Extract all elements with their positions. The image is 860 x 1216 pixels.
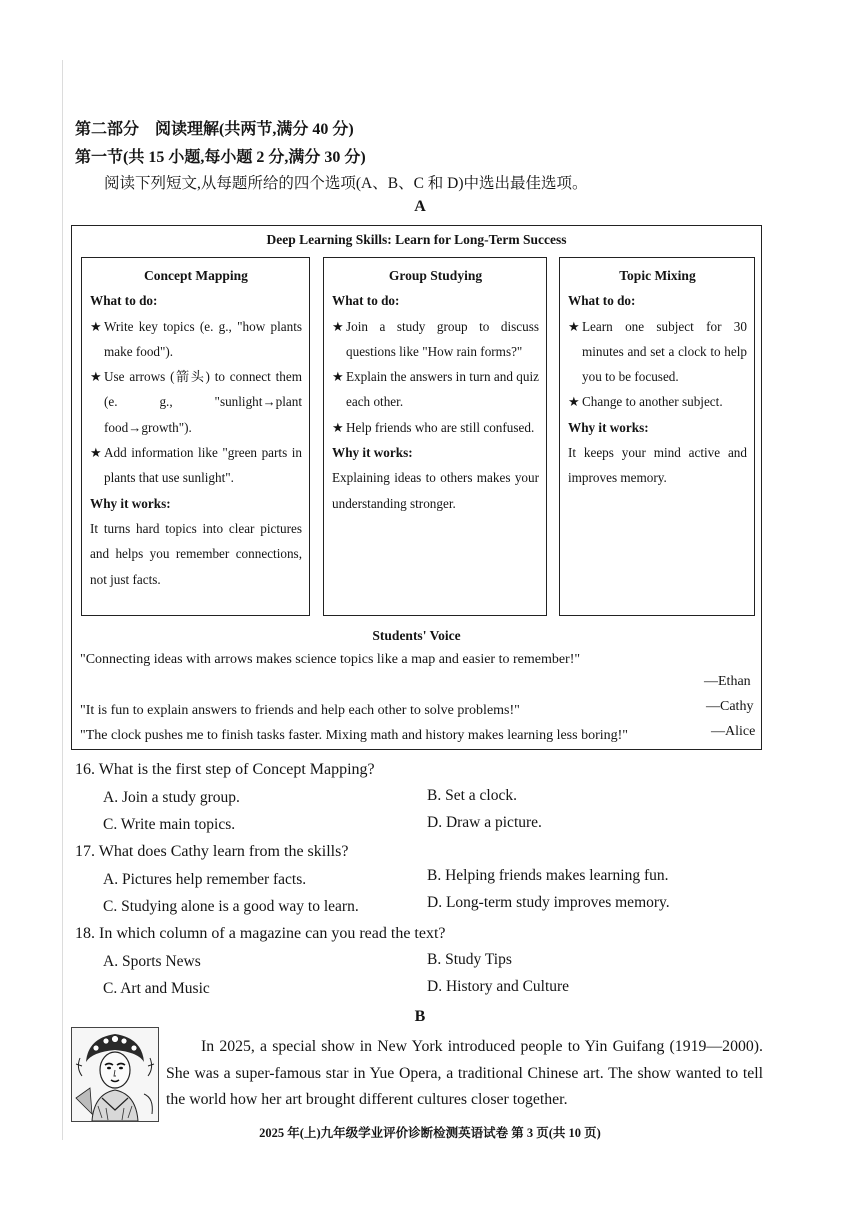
voice-quote: "The clock pushes me to finish tasks faster. Mixing math and history makes learning less boring!": [80, 728, 628, 743]
column-topic-mixing: [559, 257, 755, 616]
list-item: ★ Change to another subject.: [568, 389, 747, 414]
star-icon: ★: [332, 419, 344, 435]
option-b: B. Study Tips: [427, 951, 512, 968]
list-item: ★ Help friends who are still confused.: [332, 415, 539, 440]
list-item: ★ Use arrows (箭头) to connect them (e. g., "sunlight→plant food→growth").: [90, 364, 302, 440]
box-title: Deep Learning Skills: Learn for Long-Term Success: [266, 232, 567, 247]
why-it-works-label: Why it works:: [568, 419, 649, 435]
column-group-studying: [323, 257, 547, 616]
page-edge-rule: [62, 60, 63, 1140]
passage-b-text: In 2025, a special show in New York introduced people to Yin Guifang (1919—2000). She was a super-famous star in Yue Opera, a traditional Chinese art. The show wanted to tell the world how her art brought different cultures closer together.: [166, 1038, 763, 1108]
list-item: ★ Write key topics (e. g., "how plants make food").: [90, 314, 302, 365]
star-icon: ★: [568, 394, 580, 410]
column-concept-mapping: [81, 257, 310, 616]
option-d: D. History and Culture: [427, 978, 570, 995]
option-c: C. Write main topics.: [103, 816, 236, 833]
star-icon: ★: [90, 369, 102, 385]
column-title: Topic Mixing: [619, 268, 696, 283]
voice-author: —Ethan: [704, 674, 751, 689]
why-it-works-label: Why it works:: [332, 445, 413, 461]
list-item: ★ Add information like "green parts in plants that use sunlight".: [90, 440, 302, 491]
why-it-works-text: It keeps your mind active and improves memory.: [568, 445, 747, 486]
list-item: ★ Explain the answers in turn and quiz each other.: [332, 364, 539, 415]
question-18: [75, 925, 446, 943]
option-d: D. Draw a picture.: [427, 814, 542, 831]
star-icon: ★: [332, 369, 344, 385]
star-icon: ★: [332, 318, 344, 334]
what-to-do-label: What to do:: [568, 293, 636, 309]
passage-b-letter: B: [414, 1008, 426, 1025]
question-16: [75, 761, 375, 779]
what-to-do-label: What to do:: [332, 293, 400, 309]
voice-quote: "Connecting ideas with arrows makes science topics like a map and easier to remember!": [80, 652, 581, 667]
question-number: 17.: [75, 843, 95, 860]
star-icon: ★: [90, 318, 102, 334]
voice-author: —Cathy: [706, 699, 754, 714]
voice-quote: "It is fun to explain answers to friends and help each other to solve problems!": [80, 703, 520, 718]
question-17: [75, 843, 348, 861]
why-it-works-text: It turns hard topics into clear pictures and helps you remember connections, not just facts.: [90, 520, 302, 587]
option-b: B. Helping friends makes learning fun.: [427, 867, 669, 884]
what-to-do-label: What to do:: [90, 293, 158, 309]
opera-portrait-icon: [71, 1027, 159, 1122]
list-item: ★ Join a study group to discuss questions like "How rain forms?": [332, 314, 539, 365]
star-icon: ★: [568, 318, 580, 334]
voices-title: Students' Voice: [372, 628, 461, 643]
passage-a-letter: A: [414, 198, 426, 215]
question-text: What is the first step of Concept Mapping?: [98, 761, 375, 778]
column-title: Concept Mapping: [144, 268, 248, 283]
question-text: What does Cathy learn from the skills?: [98, 843, 349, 860]
option-c: C. Studying alone is a good way to learn.: [103, 898, 359, 915]
part-title: 第二部分 阅读理解(共两节,满分 40 分): [75, 121, 354, 138]
why-it-works-text: Explaining ideas to others makes your understanding stronger.: [332, 470, 539, 511]
why-it-works-label: Why it works:: [90, 495, 171, 511]
option-a: A. Pictures help remember facts.: [103, 871, 307, 888]
star-icon: ★: [90, 445, 102, 461]
option-b: B. Set a clock.: [427, 787, 517, 804]
option-a: A. Sports News: [103, 953, 201, 970]
column-title: Group Studying: [388, 268, 483, 283]
voice-author: —Alice: [711, 724, 756, 739]
page-footer: 2025 年(上)九年级学业评价诊断检测英语试卷 第 3 页(共 10 页): [259, 1126, 601, 1140]
question-number: 16.: [75, 761, 95, 778]
option-c: C. Art and Music: [103, 980, 210, 997]
instructions: 阅读下列短文,从每题所给的四个选项(A、B、C 和 D)中选出最佳选项。: [104, 175, 588, 192]
question-number: 18.: [75, 925, 95, 942]
list-item: ★ Learn one subject for 30 minutes and set a clock to help you to be focused.: [568, 314, 747, 390]
question-text: In which column of a magazine can you read the text?: [99, 925, 446, 942]
option-a: A. Join a study group.: [103, 789, 240, 806]
option-d: D. Long-term study improves memory.: [427, 894, 670, 911]
section-title: 第一节(共 15 小题,每小题 2 分,满分 30 分): [75, 149, 366, 166]
